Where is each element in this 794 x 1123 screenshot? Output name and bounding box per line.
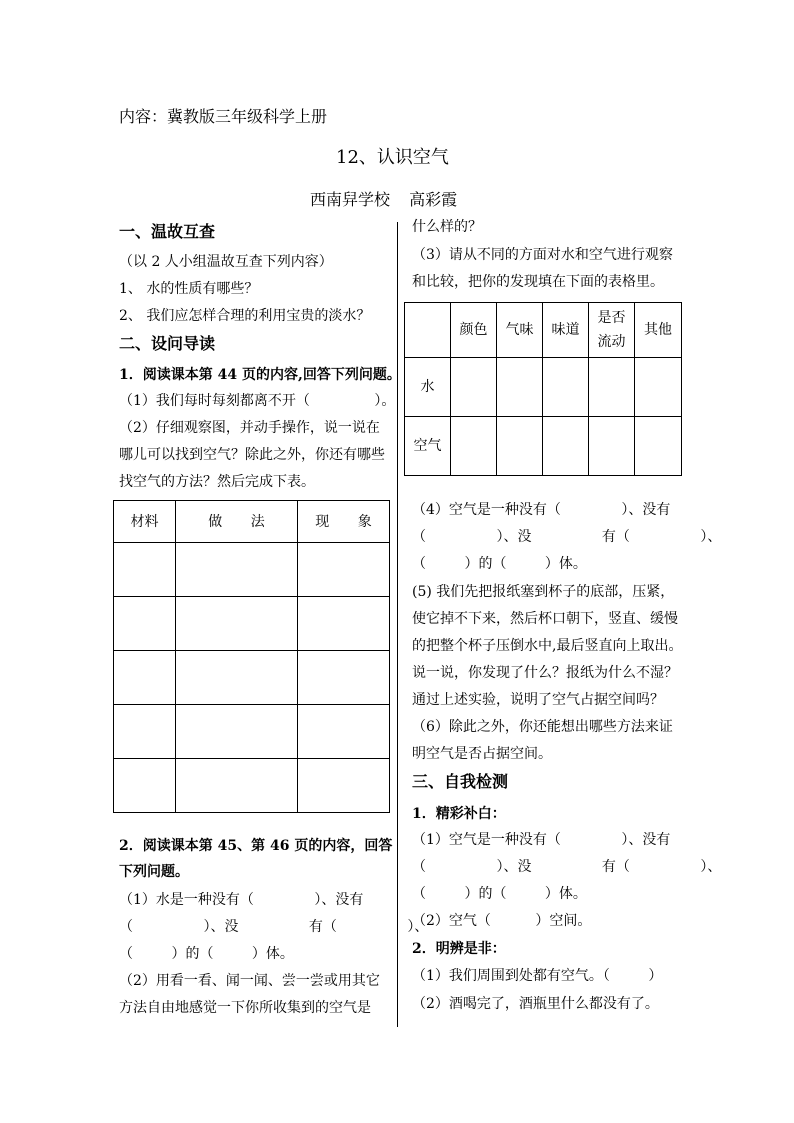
table-cell[interactable]	[589, 417, 635, 476]
table-cell[interactable]	[635, 417, 682, 476]
true-false-question-1: （1）我们周围到处都有空气。（ ）	[412, 968, 663, 984]
section-3-heading: 三、自我检测	[412, 772, 509, 791]
table-cell[interactable]	[114, 543, 176, 597]
table-header-taste: 味道	[543, 303, 589, 358]
observation-table	[113, 500, 390, 813]
table-cell[interactable]	[114, 705, 176, 759]
table-header-other: 其他	[635, 303, 682, 358]
table-cell[interactable]	[176, 759, 298, 813]
comparison-table	[404, 302, 682, 476]
table-cell[interactable]	[176, 651, 298, 705]
part-1-question-2-line-1: （2）仔细观察图，并动手操作，说一说在	[119, 420, 380, 436]
question-3-line-2: 和比较，把你的发现填在下面的表格里。	[412, 274, 664, 290]
page-title: 12、认识空气	[336, 147, 449, 168]
part-2-question-2-line-1: （2）用看一看、闻一闻、尝一尝或用其它	[119, 973, 380, 989]
table-cell[interactable]	[497, 358, 543, 417]
part-1-question-2-line-3: 找空气的方法？然后完成下表。	[119, 474, 315, 490]
part-2-question-1-line-1: （1）水是一种没有（ ）、没有	[119, 892, 364, 908]
question-4-line-1: （4）空气是一种没有（ ）、没有	[412, 502, 671, 518]
self-test-question-2: （2）空气（ ）空间。	[412, 913, 592, 929]
table-cell[interactable]	[176, 705, 298, 759]
table-header-color: 颜色	[451, 303, 497, 358]
author-line: 西南舁学校 高彩霞	[310, 190, 458, 209]
part-2-question-1-line-2: （ ）、没 有（ ）、	[119, 919, 429, 935]
part-1-heading: 1．阅读课本第 44 页的内容,回答下列问题。	[119, 367, 401, 383]
table-header-smell: 气味	[497, 303, 543, 358]
question-6-line-2: 明空气是否占据空间。	[412, 746, 552, 762]
section-2-heading: 二、设问导读	[119, 334, 216, 353]
question-4-line-3: （ ）的（ ）体。	[412, 556, 587, 572]
true-false-question-2: （2）酒喝完了，酒瓶里什么都没有了。	[412, 996, 659, 1012]
table-cell[interactable]	[497, 417, 543, 476]
part-2-question-2-line-2: 方法自由地感觉一下你所收集到的空气是	[119, 1000, 371, 1016]
table-cell[interactable]	[589, 358, 635, 417]
table-header-blank	[405, 303, 451, 358]
question-3-line-1: （3）请从不同的方面对水和空气进行观察	[412, 247, 673, 263]
question-5-line-5: 通过上述实验，说明了空气占据空间吗？	[412, 692, 664, 708]
self-test-question-1-line-3: （ ）的（ ）体。	[412, 886, 587, 902]
table-header-phenomenon: 现 象	[298, 501, 390, 543]
table-cell[interactable]	[451, 358, 497, 417]
table-header-material: 材料	[114, 501, 176, 543]
question-6-line-1: （6）除此之外，你还能想出哪些方法来证	[412, 719, 673, 735]
self-test-question-1-line-1: （1）空气是一种没有（ ）、没有	[412, 832, 671, 848]
question-5-line-1: (5) 我们先把报纸塞到杯子的底部，压紧，	[412, 584, 675, 600]
table-cell[interactable]	[298, 543, 390, 597]
row-label-water: 水	[405, 358, 451, 417]
part-2-heading-line-1: 2．阅读课本第 45、第 46 页的内容，回答	[119, 838, 393, 854]
question-5-line-2: 使它掉不下来，然后杯口朝下，竖直、缓慢	[412, 611, 678, 627]
question-4-line-2: （ ）、没 有（ ）、	[412, 529, 722, 545]
part-1-question-1: （1）我们每时每刻都离不开（ ）。	[119, 393, 396, 409]
table-cell[interactable]	[298, 651, 390, 705]
question-5-line-4: 说一说，你发现了什么？报纸为什么不湿？	[412, 665, 678, 681]
table-cell[interactable]	[298, 759, 390, 813]
table-cell[interactable]	[298, 597, 390, 651]
section-1-heading: 一、温故互查	[119, 222, 216, 241]
table-cell[interactable]	[114, 651, 176, 705]
table-header-method: 做 法	[176, 501, 298, 543]
table-header-flow: 是否流动	[589, 303, 635, 358]
row-label-air: 空气	[405, 417, 451, 476]
part-1-question-2-line-2: 哪儿可以找到空气？除此之外，你还有哪些	[119, 447, 385, 463]
self-test-part-2-heading: 2．明辨是非：	[412, 941, 506, 957]
column-divider	[397, 222, 398, 1027]
section-1-note: （以 2 人小组温故互查下列内容）	[119, 254, 333, 270]
self-test-part-1-heading: 1．精彩补白：	[412, 806, 506, 822]
part-2-question-1-line-3: （ ）的（ ）体。	[119, 946, 294, 962]
question-5-line-3: 的把整个杯子压倒水中,最后竖直向上取出。	[412, 638, 683, 654]
table-cell[interactable]	[176, 543, 298, 597]
table-cell[interactable]	[298, 705, 390, 759]
part-2-heading-line-2: 下列问题。	[119, 864, 189, 880]
table-cell[interactable]	[635, 358, 682, 417]
table-cell[interactable]	[543, 417, 589, 476]
continued-line: 什么样的？	[412, 219, 482, 235]
table-cell[interactable]	[114, 759, 176, 813]
content-line: 内容：冀教版三年级科学上册	[119, 107, 328, 126]
section-1-question-2: 2、 我们应怎样合理的利用宝贵的淡水？	[119, 308, 371, 324]
table-cell[interactable]	[176, 597, 298, 651]
self-test-question-1-line-2: （ ）、没 有（ ）、	[412, 859, 722, 875]
table-cell[interactable]	[451, 417, 497, 476]
table-cell[interactable]	[114, 597, 176, 651]
table-cell[interactable]	[543, 358, 589, 417]
section-1-question-1: 1、 水的性质有哪些？	[119, 281, 259, 297]
